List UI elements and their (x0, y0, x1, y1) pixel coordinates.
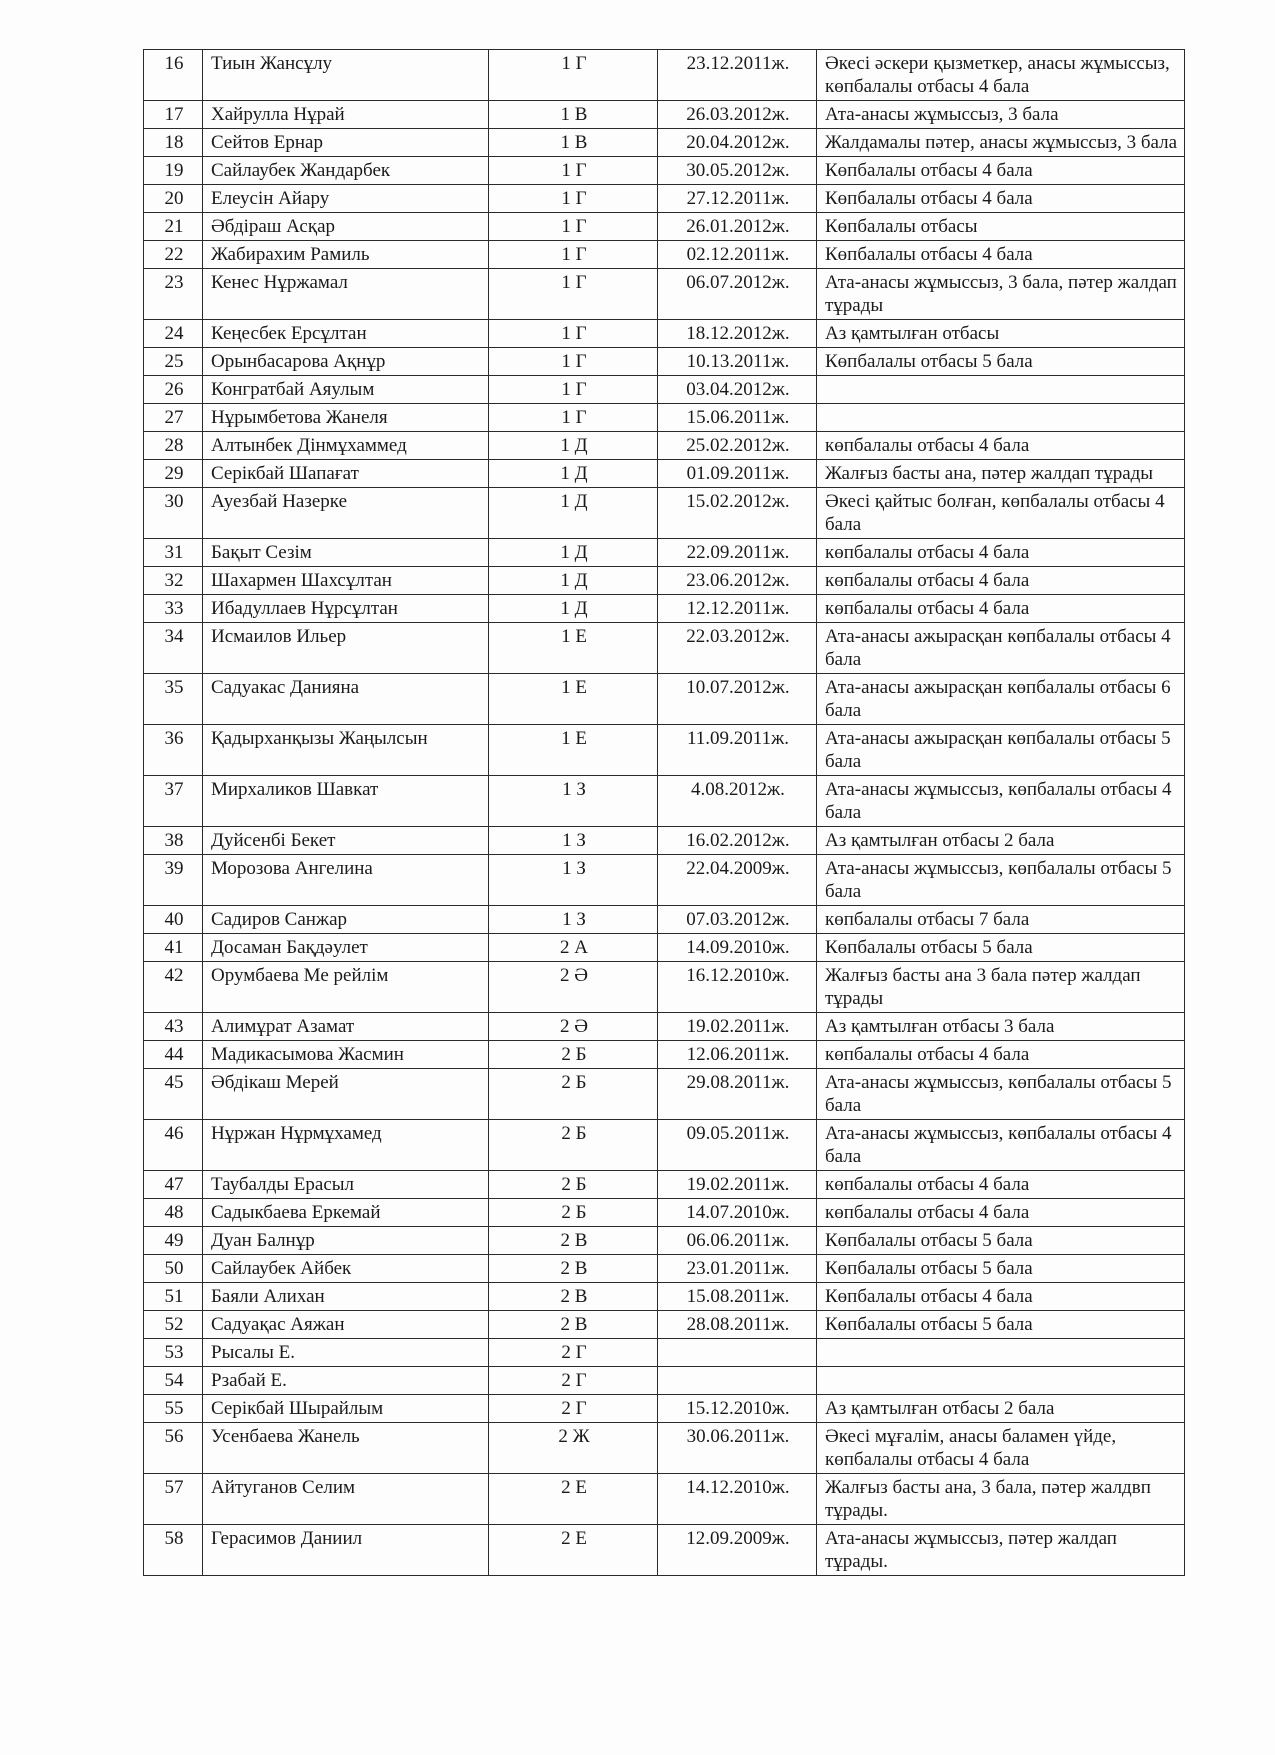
row-number-cell: 38 (144, 827, 203, 855)
roster-body (144, 50, 1185, 1576)
birth-date-cell: 26.01.2012ж. (658, 213, 817, 241)
birth-date-cell: 30.05.2012ж. (658, 157, 817, 185)
table-row (144, 1395, 1185, 1423)
birth-date-cell: 29.08.2011ж. (658, 1069, 817, 1120)
birth-date-cell: 12.12.2011ж. (658, 595, 817, 623)
family-status-cell: Жалғыз басты ана, пәтер жалдап тұрады (817, 460, 1185, 488)
row-number-cell: 29 (144, 460, 203, 488)
family-status-cell: Аз қамтылған отбасы (817, 320, 1185, 348)
table-row (144, 1339, 1185, 1367)
table-row (144, 1283, 1185, 1311)
family-status-cell: көпбалалы отбасы 4 бала (817, 432, 1185, 460)
row-number-cell: 48 (144, 1199, 203, 1227)
row-number-cell: 30 (144, 488, 203, 539)
class-cell: 2 Г (489, 1339, 658, 1367)
student-name-cell: Орумбаева Ме рейлім (203, 962, 489, 1013)
row-number-cell: 40 (144, 906, 203, 934)
birth-date-cell: 23.06.2012ж. (658, 567, 817, 595)
row-number-cell: 47 (144, 1171, 203, 1199)
table-row (144, 539, 1185, 567)
family-status-cell: Көпбалалы отбасы 4 бала (817, 1283, 1185, 1311)
table-row (144, 1199, 1185, 1227)
family-status-cell: Жалғыз басты ана, 3 бала, пәтер жалдвп тұрады. (817, 1474, 1185, 1525)
class-cell: 1 Д (489, 488, 658, 539)
birth-date-cell: 20.04.2012ж. (658, 129, 817, 157)
table-row (144, 567, 1185, 595)
class-cell: 2 Е (489, 1525, 658, 1576)
birth-date-cell: 28.08.2011ж. (658, 1311, 817, 1339)
table-row (144, 623, 1185, 674)
family-status-cell: көпбалалы отбасы 4 бала (817, 1041, 1185, 1069)
birth-date-cell: 19.02.2011ж. (658, 1171, 817, 1199)
row-number-cell: 18 (144, 129, 203, 157)
table-row (144, 185, 1185, 213)
table-row (144, 488, 1185, 539)
birth-date-cell: 14.12.2010ж. (658, 1474, 817, 1525)
family-status-cell: Көпбалалы отбасы 4 бала (817, 157, 1185, 185)
class-cell: 2 Г (489, 1367, 658, 1395)
class-cell: 1 Е (489, 725, 658, 776)
table-row (144, 404, 1185, 432)
family-status-cell (817, 404, 1185, 432)
birth-date-cell: 01.09.2011ж. (658, 460, 817, 488)
family-status-cell: Көпбалалы отбасы 5 бала (817, 1311, 1185, 1339)
table-row (144, 213, 1185, 241)
class-cell: 1 Д (489, 460, 658, 488)
student-name-cell: Морозова Ангелина (203, 855, 489, 906)
row-number-cell: 21 (144, 213, 203, 241)
birth-date-cell: 15.12.2010ж. (658, 1395, 817, 1423)
table-row (144, 157, 1185, 185)
birth-date-cell: 15.06.2011ж. (658, 404, 817, 432)
row-number-cell: 17 (144, 101, 203, 129)
row-number-cell: 37 (144, 776, 203, 827)
student-name-cell: Ауезбай Назерке (203, 488, 489, 539)
family-status-cell: Көпбалалы отбасы 4 бала (817, 241, 1185, 269)
student-name-cell: Сейтов Ернар (203, 129, 489, 157)
class-cell: 2 В (489, 1283, 658, 1311)
student-name-cell: Серікбай Шырайлым (203, 1395, 489, 1423)
table-row (144, 855, 1185, 906)
birth-date-cell: 4.08.2012ж. (658, 776, 817, 827)
row-number-cell: 36 (144, 725, 203, 776)
class-cell: 1 Г (489, 269, 658, 320)
class-cell: 2 В (489, 1311, 658, 1339)
birth-date-cell: 15.02.2012ж. (658, 488, 817, 539)
student-name-cell: Кеңесбек Ерсұлтан (203, 320, 489, 348)
family-status-cell (817, 1367, 1185, 1395)
row-number-cell: 28 (144, 432, 203, 460)
student-name-cell: Серікбай Шапағат (203, 460, 489, 488)
class-cell: 2 Б (489, 1171, 658, 1199)
birth-date-cell: 23.01.2011ж. (658, 1255, 817, 1283)
table-row (144, 320, 1185, 348)
table-row (144, 827, 1185, 855)
row-number-cell: 44 (144, 1041, 203, 1069)
table-row (144, 376, 1185, 404)
class-cell: 1 Г (489, 185, 658, 213)
class-cell: 2 Е (489, 1474, 658, 1525)
row-number-cell: 43 (144, 1013, 203, 1041)
table-row (144, 725, 1185, 776)
family-status-cell (817, 376, 1185, 404)
family-status-cell: Аз қамтылған отбасы 2 бала (817, 827, 1185, 855)
student-name-cell: Жабирахим Рамиль (203, 241, 489, 269)
class-cell: 2 В (489, 1255, 658, 1283)
student-roster-table (143, 49, 1185, 1576)
class-cell: 1 Г (489, 320, 658, 348)
family-status-cell: көпбалалы отбасы 4 бала (817, 595, 1185, 623)
family-status-cell: Әкесі әскери қызметкер, анасы жұмыссыз, көпбалалы отбасы 4 бала (817, 50, 1185, 101)
student-name-cell: Досаман Бақдәулет (203, 934, 489, 962)
row-number-cell: 54 (144, 1367, 203, 1395)
row-number-cell: 24 (144, 320, 203, 348)
table-row (144, 241, 1185, 269)
student-name-cell: Рзабай Е. (203, 1367, 489, 1395)
student-name-cell: Садуақас Аяжан (203, 1311, 489, 1339)
table-row (144, 1013, 1185, 1041)
student-name-cell: Мирхаликов Шавкат (203, 776, 489, 827)
row-number-cell: 16 (144, 50, 203, 101)
table-row (144, 1227, 1185, 1255)
row-number-cell: 55 (144, 1395, 203, 1423)
student-name-cell: Герасимов Даниил (203, 1525, 489, 1576)
birth-date-cell: 03.04.2012ж. (658, 376, 817, 404)
student-name-cell: Садыкбаева Еркемай (203, 1199, 489, 1227)
class-cell: 1 Д (489, 539, 658, 567)
student-name-cell: Шахармен Шахсұлтан (203, 567, 489, 595)
birth-date-cell: 16.12.2010ж. (658, 962, 817, 1013)
table-row (144, 934, 1185, 962)
row-number-cell: 56 (144, 1423, 203, 1474)
family-status-cell: Көпбалалы отбасы 5 бала (817, 934, 1185, 962)
table-row (144, 101, 1185, 129)
class-cell: 2 Ә (489, 1013, 658, 1041)
student-name-cell: Исмаилов Ильер (203, 623, 489, 674)
table-row (144, 1120, 1185, 1171)
class-cell: 1 З (489, 776, 658, 827)
birth-date-cell: 10.07.2012ж. (658, 674, 817, 725)
student-name-cell: Әбдіраш Асқар (203, 213, 489, 241)
table-row (144, 595, 1185, 623)
class-cell: 1 Г (489, 376, 658, 404)
table-row (144, 1069, 1185, 1120)
student-name-cell: Таубалды Ерасыл (203, 1171, 489, 1199)
class-cell: 1 Г (489, 213, 658, 241)
birth-date-cell: 06.07.2012ж. (658, 269, 817, 320)
class-cell: 1 Г (489, 50, 658, 101)
class-cell: 1 З (489, 906, 658, 934)
row-number-cell: 50 (144, 1255, 203, 1283)
row-number-cell: 58 (144, 1525, 203, 1576)
birth-date-cell: 30.06.2011ж. (658, 1423, 817, 1474)
class-cell: 1 З (489, 855, 658, 906)
table-row (144, 348, 1185, 376)
birth-date-cell: 07.03.2012ж. (658, 906, 817, 934)
table-row (144, 906, 1185, 934)
student-name-cell: Садиров Санжар (203, 906, 489, 934)
class-cell: 1 Д (489, 432, 658, 460)
student-name-cell: Сайлаубек Жандарбек (203, 157, 489, 185)
class-cell: 2 Б (489, 1199, 658, 1227)
student-name-cell: Қадырханқызы Жаңылсын (203, 725, 489, 776)
class-cell: 1 В (489, 101, 658, 129)
birth-date-cell: 22.04.2009ж. (658, 855, 817, 906)
birth-date-cell: 14.07.2010ж. (658, 1199, 817, 1227)
row-number-cell: 49 (144, 1227, 203, 1255)
birth-date-cell: 25.02.2012ж. (658, 432, 817, 460)
class-cell: 1 Д (489, 595, 658, 623)
class-cell: 2 Б (489, 1120, 658, 1171)
family-status-cell: көпбалалы отбасы 4 бала (817, 567, 1185, 595)
row-number-cell: 57 (144, 1474, 203, 1525)
class-cell: 2 А (489, 934, 658, 962)
table-row (144, 1474, 1185, 1525)
family-status-cell: көпбалалы отбасы 4 бала (817, 539, 1185, 567)
student-name-cell: Сайлаубек Айбек (203, 1255, 489, 1283)
class-cell: 1 Г (489, 241, 658, 269)
family-status-cell: Ата-анасы жұмыссыз, көпбалалы отбасы 4 бала (817, 776, 1185, 827)
birth-date-cell: 10.13.2011ж. (658, 348, 817, 376)
family-status-cell: Әкесі мұғалім, анасы баламен үйде, көпбалалы отбасы 4 бала (817, 1423, 1185, 1474)
student-name-cell: Алтынбек Дінмұхаммед (203, 432, 489, 460)
birth-date-cell: 27.12.2011ж. (658, 185, 817, 213)
class-cell: 1 Е (489, 623, 658, 674)
family-status-cell: Көпбалалы отбасы (817, 213, 1185, 241)
table-row (144, 776, 1185, 827)
family-status-cell: Ата-анасы ажырасқан көпбалалы отбасы 4 бала (817, 623, 1185, 674)
birth-date-cell: 14.09.2010ж. (658, 934, 817, 962)
row-number-cell: 26 (144, 376, 203, 404)
family-status-cell: Ата-анасы жұмыссыз, көпбалалы отбасы 4 бала (817, 1120, 1185, 1171)
student-name-cell: Тиын Жансұлу (203, 50, 489, 101)
row-number-cell: 53 (144, 1339, 203, 1367)
row-number-cell: 39 (144, 855, 203, 906)
student-name-cell: Мадикасымова Жасмин (203, 1041, 489, 1069)
table-row (144, 432, 1185, 460)
row-number-cell: 52 (144, 1311, 203, 1339)
row-number-cell: 23 (144, 269, 203, 320)
family-status-cell: Жалдамалы пәтер, анасы жұмыссыз, 3 бала (817, 129, 1185, 157)
student-name-cell: Айтуганов Селим (203, 1474, 489, 1525)
row-number-cell: 51 (144, 1283, 203, 1311)
student-name-cell: Баяли Алихан (203, 1283, 489, 1311)
birth-date-cell: 06.06.2011ж. (658, 1227, 817, 1255)
family-status-cell (817, 1339, 1185, 1367)
class-cell: 1 В (489, 129, 658, 157)
table-row (144, 50, 1185, 101)
birth-date-cell (658, 1339, 817, 1367)
row-number-cell: 32 (144, 567, 203, 595)
class-cell: 1 Г (489, 348, 658, 376)
student-name-cell: Елеусін Айару (203, 185, 489, 213)
row-number-cell: 27 (144, 404, 203, 432)
student-name-cell: Конгратбай Аяулым (203, 376, 489, 404)
student-name-cell: Орынбасарова Ақнұр (203, 348, 489, 376)
family-status-cell: Көпбалалы отбасы 4 бала (817, 185, 1185, 213)
table-row (144, 1367, 1185, 1395)
birth-date-cell: 12.09.2009ж. (658, 1525, 817, 1576)
birth-date-cell: 11.09.2011ж. (658, 725, 817, 776)
student-name-cell: Хайрулла Нұрай (203, 101, 489, 129)
birth-date-cell: 22.09.2011ж. (658, 539, 817, 567)
student-name-cell: Әбдікаш Мерей (203, 1069, 489, 1120)
birth-date-cell: 19.02.2011ж. (658, 1013, 817, 1041)
family-status-cell: Ата-анасы ажырасқан көпбалалы отбасы 5 бала (817, 725, 1185, 776)
family-status-cell: Көпбалалы отбасы 5 бала (817, 348, 1185, 376)
row-number-cell: 45 (144, 1069, 203, 1120)
student-name-cell: Рысалы Е. (203, 1339, 489, 1367)
student-name-cell: Кенес Нұржамал (203, 269, 489, 320)
student-name-cell: Дуан Балнұр (203, 1227, 489, 1255)
class-cell: 2 Б (489, 1041, 658, 1069)
family-status-cell: Көпбалалы отбасы 5 бала (817, 1227, 1185, 1255)
student-name-cell: Усенбаева Жанель (203, 1423, 489, 1474)
row-number-cell: 20 (144, 185, 203, 213)
class-cell: 1 Д (489, 567, 658, 595)
class-cell: 2 Ә (489, 962, 658, 1013)
student-name-cell: Ибадуллаев Нұрсұлтан (203, 595, 489, 623)
table-row (144, 962, 1185, 1013)
class-cell: 1 Г (489, 404, 658, 432)
row-number-cell: 31 (144, 539, 203, 567)
row-number-cell: 33 (144, 595, 203, 623)
family-status-cell: Ата-анасы жұмыссыз, көпбалалы отбасы 5 бала (817, 855, 1185, 906)
table-row (144, 129, 1185, 157)
birth-date-cell: 15.08.2011ж. (658, 1283, 817, 1311)
table-row (144, 1255, 1185, 1283)
birth-date-cell: 23.12.2011ж. (658, 50, 817, 101)
class-cell: 1 З (489, 827, 658, 855)
table-row (144, 1423, 1185, 1474)
table-row (144, 1311, 1185, 1339)
family-status-cell: Ата-анасы жұмыссыз, пәтер жалдап тұрады. (817, 1525, 1185, 1576)
student-name-cell: Садуакас Данияна (203, 674, 489, 725)
class-cell: 2 Г (489, 1395, 658, 1423)
student-name-cell: Алимұрат Азамат (203, 1013, 489, 1041)
birth-date-cell: 12.06.2011ж. (658, 1041, 817, 1069)
table-row (144, 460, 1185, 488)
class-cell: 1 Г (489, 157, 658, 185)
family-status-cell: көпбалалы отбасы 7 бала (817, 906, 1185, 934)
class-cell: 1 Е (489, 674, 658, 725)
family-status-cell: Ата-анасы ажырасқан көпбалалы отбасы 6 бала (817, 674, 1185, 725)
row-number-cell: 46 (144, 1120, 203, 1171)
student-name-cell: Нұрымбетова Жанеля (203, 404, 489, 432)
row-number-cell: 19 (144, 157, 203, 185)
row-number-cell: 35 (144, 674, 203, 725)
row-number-cell: 42 (144, 962, 203, 1013)
family-status-cell: Аз қамтылған отбасы 3 бала (817, 1013, 1185, 1041)
student-name-cell: Нұржан Нұрмұхамед (203, 1120, 489, 1171)
birth-date-cell (658, 1367, 817, 1395)
family-status-cell: Аз қамтылған отбасы 2 бала (817, 1395, 1185, 1423)
family-status-cell: көпбалалы отбасы 4 бала (817, 1171, 1185, 1199)
birth-date-cell: 02.12.2011ж. (658, 241, 817, 269)
birth-date-cell: 18.12.2012ж. (658, 320, 817, 348)
table-row (144, 1171, 1185, 1199)
family-status-cell: көпбалалы отбасы 4 бала (817, 1199, 1185, 1227)
birth-date-cell: 16.02.2012ж. (658, 827, 817, 855)
birth-date-cell: 22.03.2012ж. (658, 623, 817, 674)
family-status-cell: Әкесі қайтыс болған, көпбалалы отбасы 4 бала (817, 488, 1185, 539)
family-status-cell: Ата-анасы жұмыссыз, көпбалалы отбасы 5 бала (817, 1069, 1185, 1120)
family-status-cell: Көпбалалы отбасы 5 бала (817, 1255, 1185, 1283)
student-name-cell: Бақыт Сезім (203, 539, 489, 567)
family-status-cell: Жалғыз басты ана 3 бала пәтер жалдап тұрады (817, 962, 1185, 1013)
table-row (144, 269, 1185, 320)
family-status-cell: Ата-анасы жұмыссыз, 3 бала (817, 101, 1185, 129)
class-cell: 2 Б (489, 1069, 658, 1120)
class-cell: 2 В (489, 1227, 658, 1255)
birth-date-cell: 09.05.2011ж. (658, 1120, 817, 1171)
table-row (144, 1041, 1185, 1069)
family-status-cell: Ата-анасы жұмыссыз, 3 бала, пәтер жалдап тұрады (817, 269, 1185, 320)
row-number-cell: 34 (144, 623, 203, 674)
row-number-cell: 25 (144, 348, 203, 376)
table-row (144, 674, 1185, 725)
birth-date-cell: 26.03.2012ж. (658, 101, 817, 129)
class-cell: 2 Ж (489, 1423, 658, 1474)
student-name-cell: Дуйсенбі Бекет (203, 827, 489, 855)
row-number-cell: 22 (144, 241, 203, 269)
row-number-cell: 41 (144, 934, 203, 962)
table-row (144, 1525, 1185, 1576)
